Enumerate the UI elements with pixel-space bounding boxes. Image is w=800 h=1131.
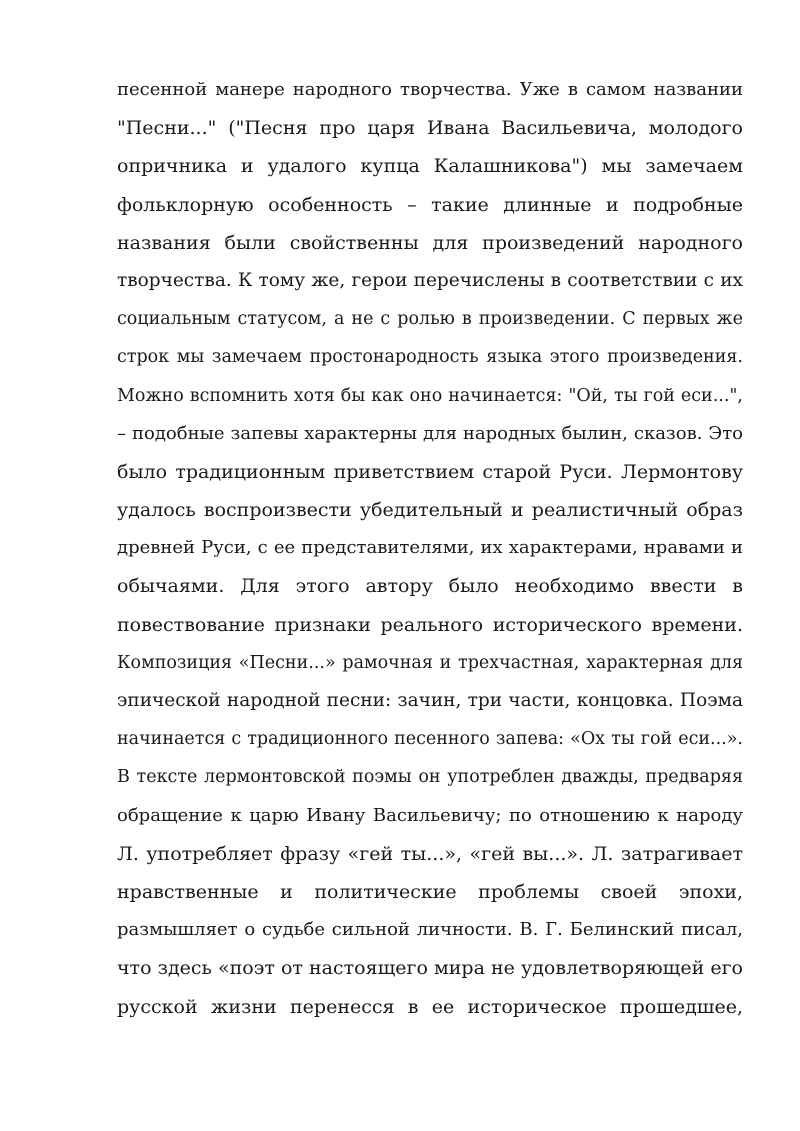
text-line: Л. употребляет фразу «гей ты...», «гей вы...». Л. затрагивает: [117, 842, 743, 865]
body-text: [117, 71, 743, 1026]
text-line: удалось воспроизвести убедительный и реалистичный образ: [117, 499, 743, 522]
text-line: "Песни..." ("Песня про царя Ивана Васильевича, молодого: [117, 117, 743, 140]
text-line: строк мы замечаем простонародность языка этого произведения.: [117, 347, 743, 368]
text-line: начинается с традиционного песенного запева: «Ох ты гой еси...».: [117, 729, 743, 750]
text-line: размышляет о судьбе сильной личности. В. Г. Белинский писал,: [117, 919, 743, 941]
text-line: названия были свойственны для произведений народного: [117, 231, 743, 254]
text-line: творчества. К тому же, герои перечислены в соответствии с их: [117, 269, 743, 291]
text-line: фольклорную особенность – такие длинные и подробные: [117, 193, 743, 216]
text-line: обычаями. Для этого автору было необходимо ввести в: [117, 575, 743, 598]
text-line: было традиционным приветствием старой Руси. Лермонтову: [117, 460, 743, 483]
text-line: Композиция «Песни...» рамочная и трехчастная, характерная для: [117, 652, 743, 673]
text-line: что здесь «поэт от настоящего мира не удовлетворяющей его: [117, 957, 743, 980]
text-line: – подобные запевы характерны для народных былин, сказов. Это: [117, 422, 743, 444]
text-line: В тексте лермонтовской поэмы он употреблен дважды, предваряя: [117, 767, 743, 788]
text-line: эпической народной песни: зачин, три части, концовка. Поэма: [117, 690, 743, 711]
text-line: опричника и удалого купца Калашникова") мы замечаем: [117, 155, 743, 178]
text-line: обращение к царю Ивану Васильевичу; по отношению к народу: [117, 804, 743, 826]
text-line: повествование признаки реального исторического времени.: [117, 613, 743, 636]
text-line: древней Руси, с ее представителями, их характерами, нравами и: [117, 537, 743, 559]
text-line: Можно вспомнить хотя бы как оно начинается: "Ой, ты гой еси...",: [117, 385, 743, 406]
text-line: песенной манере народного творчества. Уже в самом названии: [117, 79, 743, 100]
text-line: русской жизни перенесся в ее историческое прошедшее,: [117, 995, 743, 1018]
text-line: социальным статусом, а не с ролью в произведении. С первых же: [117, 309, 743, 330]
text-line: нравственные и политические проблемы своей эпохи,: [117, 880, 743, 903]
